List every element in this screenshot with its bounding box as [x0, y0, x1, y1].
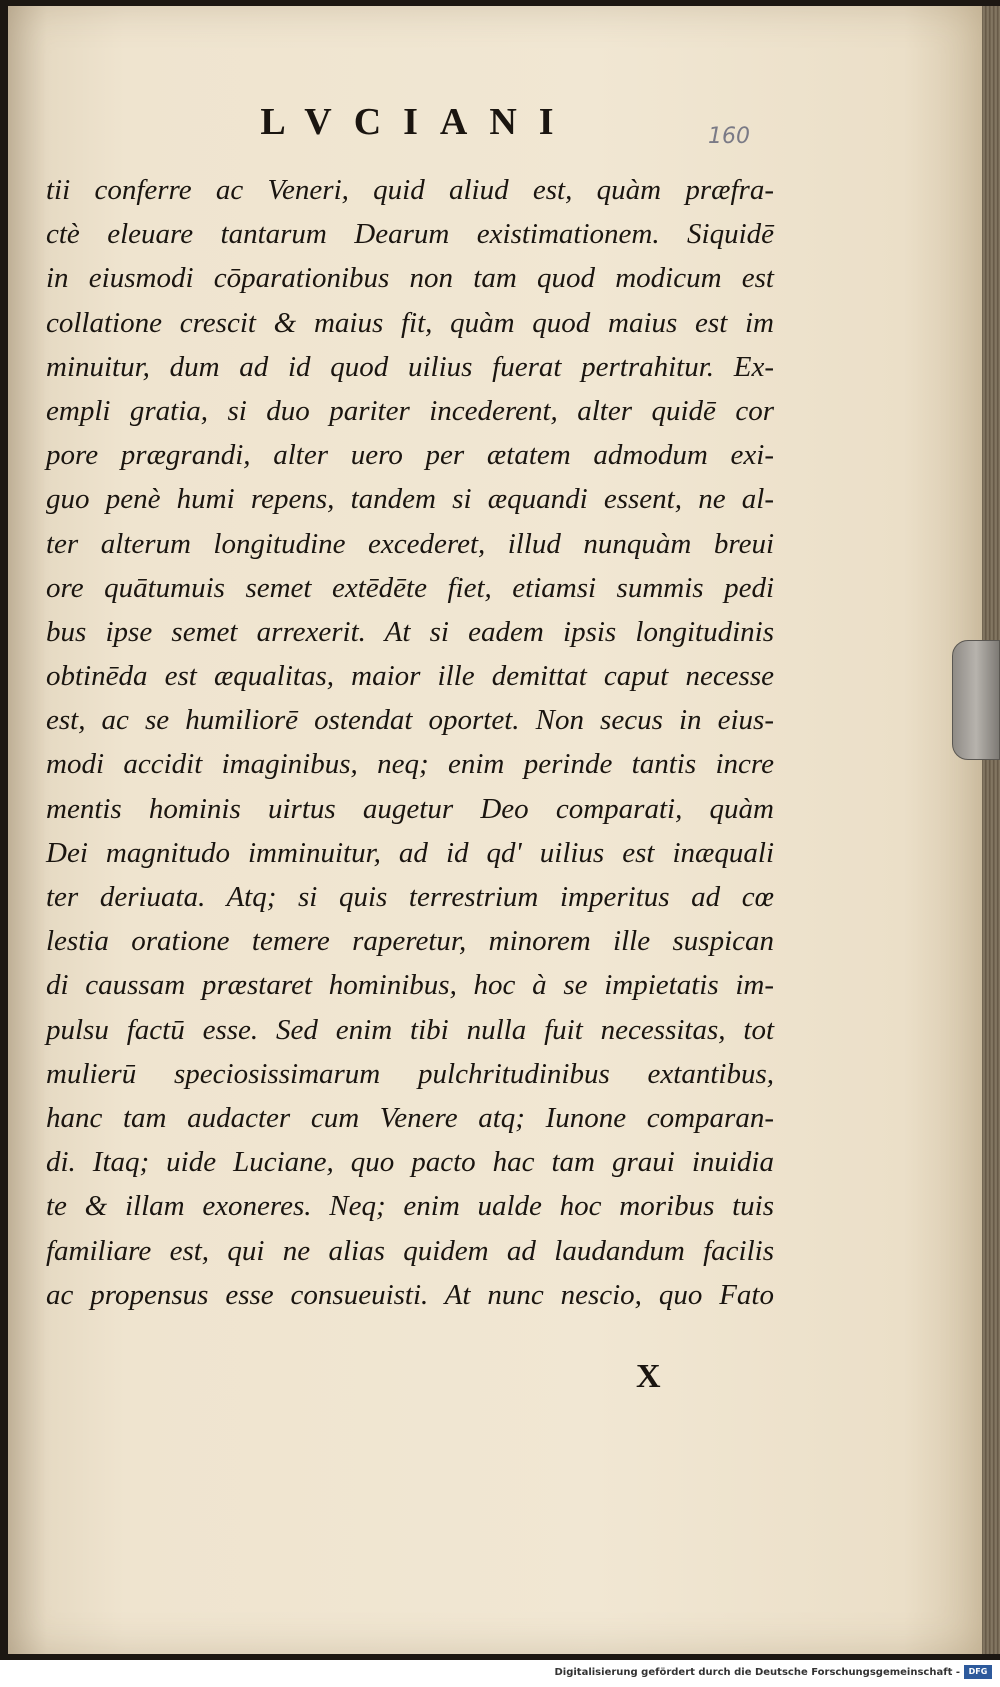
- digitization-credit: Digitalisierung gefördert durch die Deutsche Forschungsgemeinschaft -: [554, 1667, 960, 1678]
- footer-bar: [0, 1660, 1000, 1687]
- book-page: [8, 6, 984, 1654]
- book-clasp: [952, 640, 1000, 760]
- text-line: obtinēda est æqualitas, maior ille demittat caput necesse: [46, 660, 774, 693]
- text-line: ter alterum longitudine excederet, illud nunquàm breui: [46, 527, 774, 560]
- text-line: pulsu factū esse. Sed enim tibi nulla fuit necessitas, tot: [46, 1013, 774, 1046]
- text-line: bus ipse semet arrexerit. At si eadem ipsis longitudinis: [46, 615, 774, 648]
- text-line: est, ac se humiliorē ostendat oportet. Non secus in eius-: [46, 704, 774, 737]
- text-line: guo penè humi repens, tandem si æquandi essent, ne al-: [46, 483, 774, 516]
- text-line: ac propensus esse consueuisti. At nunc nescio, quo Fato: [46, 1278, 774, 1311]
- text-line: hanc tam audacter cum Venere atq; Iunone comparan-: [46, 1101, 774, 1134]
- text-line: empli gratia, si duo pariter incederent, alter quidē cor: [46, 394, 774, 427]
- dfg-logo: DFG: [964, 1665, 992, 1679]
- text-line: mulierū speciosissimarum pulchritudinibus extantibus,: [46, 1057, 774, 1090]
- text-line: collatione crescit & maius fit, quàm quod maius est im: [46, 306, 774, 339]
- text-line: Dei magnitudo imminuitur, ad id qd' uilius est inæquali: [46, 836, 774, 869]
- text-line: in eiusmodi cōparationibus non tam quod modicum est: [46, 262, 774, 295]
- text-line: lestia oratione temere raperetur, minorem ille suspican: [46, 925, 774, 958]
- book-fore-edge: [982, 6, 1000, 1654]
- text-line: familiare est, qui ne alias quidem ad laudandum facilis: [46, 1234, 774, 1267]
- signature-mark: X: [636, 1358, 661, 1395]
- folio-annotation: 160: [708, 124, 750, 149]
- text-line: te & illam exoneres. Neq; enim ualde hoc moribus tuis: [46, 1190, 774, 1223]
- text-block: [46, 168, 774, 1317]
- text-line: ctè eleuare tantarum Dearum existimationem. Siquidē: [46, 218, 774, 251]
- text-line: minuitur, dum ad id quod uilius fuerat pertrahitur. Ex-: [46, 350, 774, 383]
- running-head: LVCIANI: [260, 101, 576, 143]
- text-line: di caussam præstaret hominibus, hoc à se impietatis im-: [46, 969, 774, 1002]
- text-line: mentis hominis uirtus augetur Deo comparati, quàm: [46, 792, 774, 825]
- text-line: ter deriuata. Atq; si quis terrestrium imperitus ad cœ: [46, 881, 774, 913]
- text-line: pore prægrandi, alter uero per ætatem admodum exi-: [46, 439, 774, 472]
- text-line: ore quātumuis semet extēdēte fiet, etiamsi summis pedi: [46, 571, 774, 604]
- text-line: tii conferre ac Veneri, quid aliud est, quàm præfra-: [46, 174, 774, 206]
- text-line: di. Itaq; uide Luciane, quo pacto hac tam graui inuidia: [46, 1146, 774, 1179]
- text-line: modi accidit imaginibus, neq; enim perinde tantis incre: [46, 748, 774, 781]
